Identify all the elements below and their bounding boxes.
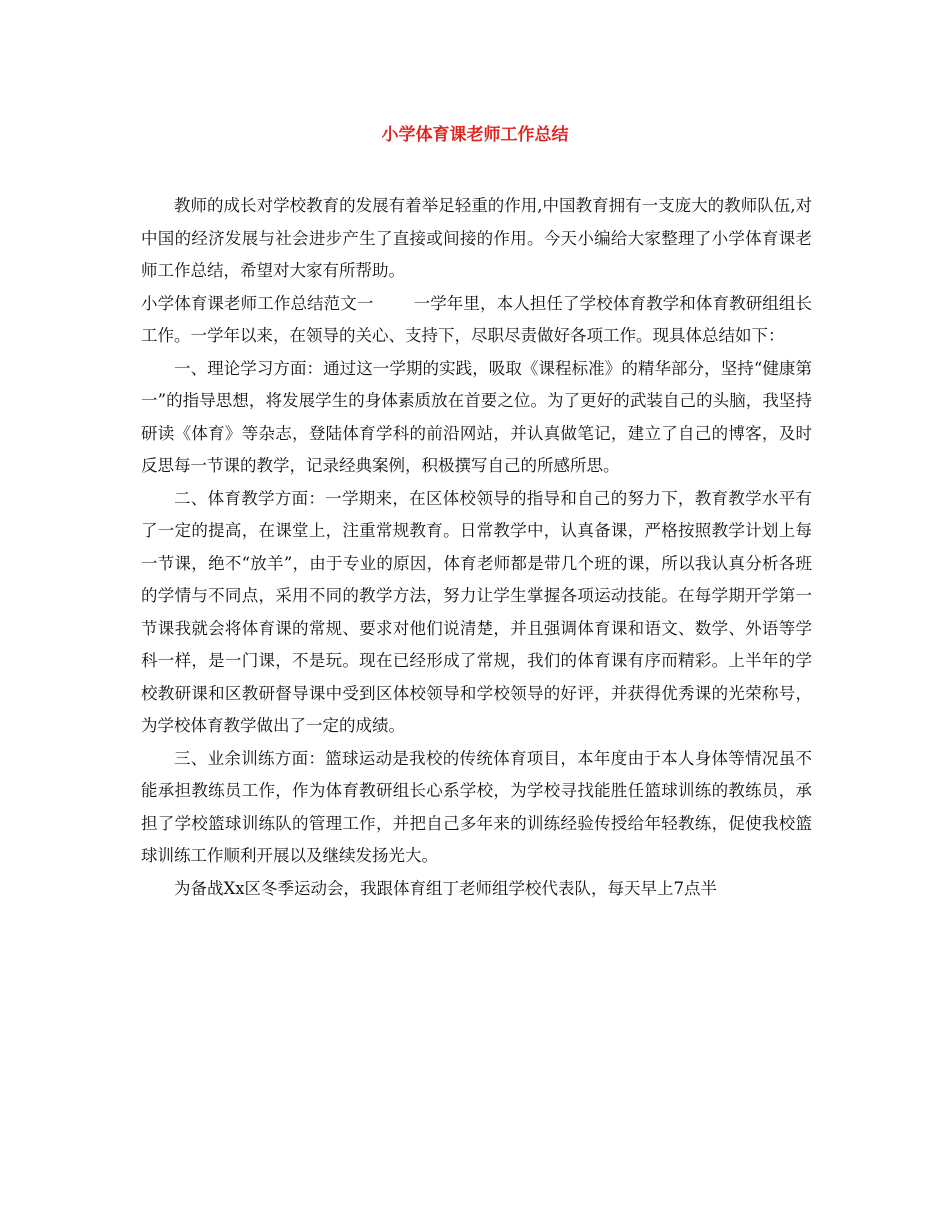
- section-opening: 一学年里，本人担任了学校体育教学和体育教研组组长工作。一学年以来，在领导的关心、支持下，尽职尽责做好各项工作。现具体总结如下：: [141, 293, 813, 345]
- pe-teaching-paragraph: 二、体育教学方面：一学期来，在区体校领导的指导和自己的努力下，教育教学水平有了一定的提高，在课堂上，注重常规教育。日常教学中，认真备课，严格按照教学计划上每一节课，绝不“放羊”，由于专业的原因，体育老师都是带几个班的课，所以我认真分析各班的学情与不同点，采用不同的教学方法，努力让学生掌握各项运动技能。在每学期开学第一节课我就会将体育课的常规、要求对他们说清楚，并且强调体育课和语文、数学、外语等学科一样，是一门课，不是玩。现在已经形成了常规，我们的体育课有序而精彩。上半年的学校教研课和区教研督导课中受到区体校领导和学校领导的好评，并获得优秀课的光荣称号，为学校体育教学做出了一定的成绩。: [141, 488, 812, 735]
- document-body: [141, 190, 812, 905]
- section-heading: 小学体育课老师工作总结范文一: [141, 293, 374, 313]
- section-paragraph: [141, 288, 812, 353]
- intro-paragraph: 教师的成长对学校教育的发展有着举足轻重的作用,中国教育拥有一支庞大的教师队伍,对中国的经济发展与社会进步产生了直接或间接的作用。今天小编给大家整理了小学体育课老师工作总结，希望对大家有所帮助。: [141, 196, 812, 280]
- amateur-training-paragraph: 三、业余训练方面：篮球运动是我校的传统体育项目，本年度由于本人身体等情况虽不能承担教练员工作，作为体育教研组长心系学校，为学校寻找能胜任篮球训练的教练员，承担了学校篮球训练队的管理工作，并把自己多年来的训练经验传授给年轻教练，促使我校篮球训练工作顺利开展以及继续发扬光大。: [141, 748, 812, 865]
- winter-games-paragraph: 为备战Xx区冬季运动会，我跟体育组丁老师组学校代表队，每天早上7点半: [174, 878, 718, 898]
- theory-study-paragraph: 一、理论学习方面：通过这一学期的实践，吸取《课程标准》的精华部分，坚持“健康第一”的指导思想，将发展学生的身体素质放在首要之位。为了更好的武装自己的头脑，我坚持研读《体育》等杂志，登陆体育学科的前沿网站，并认真做笔记，建立了自己的博客，及时反思每一节课的教学，记录经典案例，积极撰写自己的所感所思。: [141, 358, 812, 475]
- document-title: 小学体育课老师工作总结: [381, 125, 569, 145]
